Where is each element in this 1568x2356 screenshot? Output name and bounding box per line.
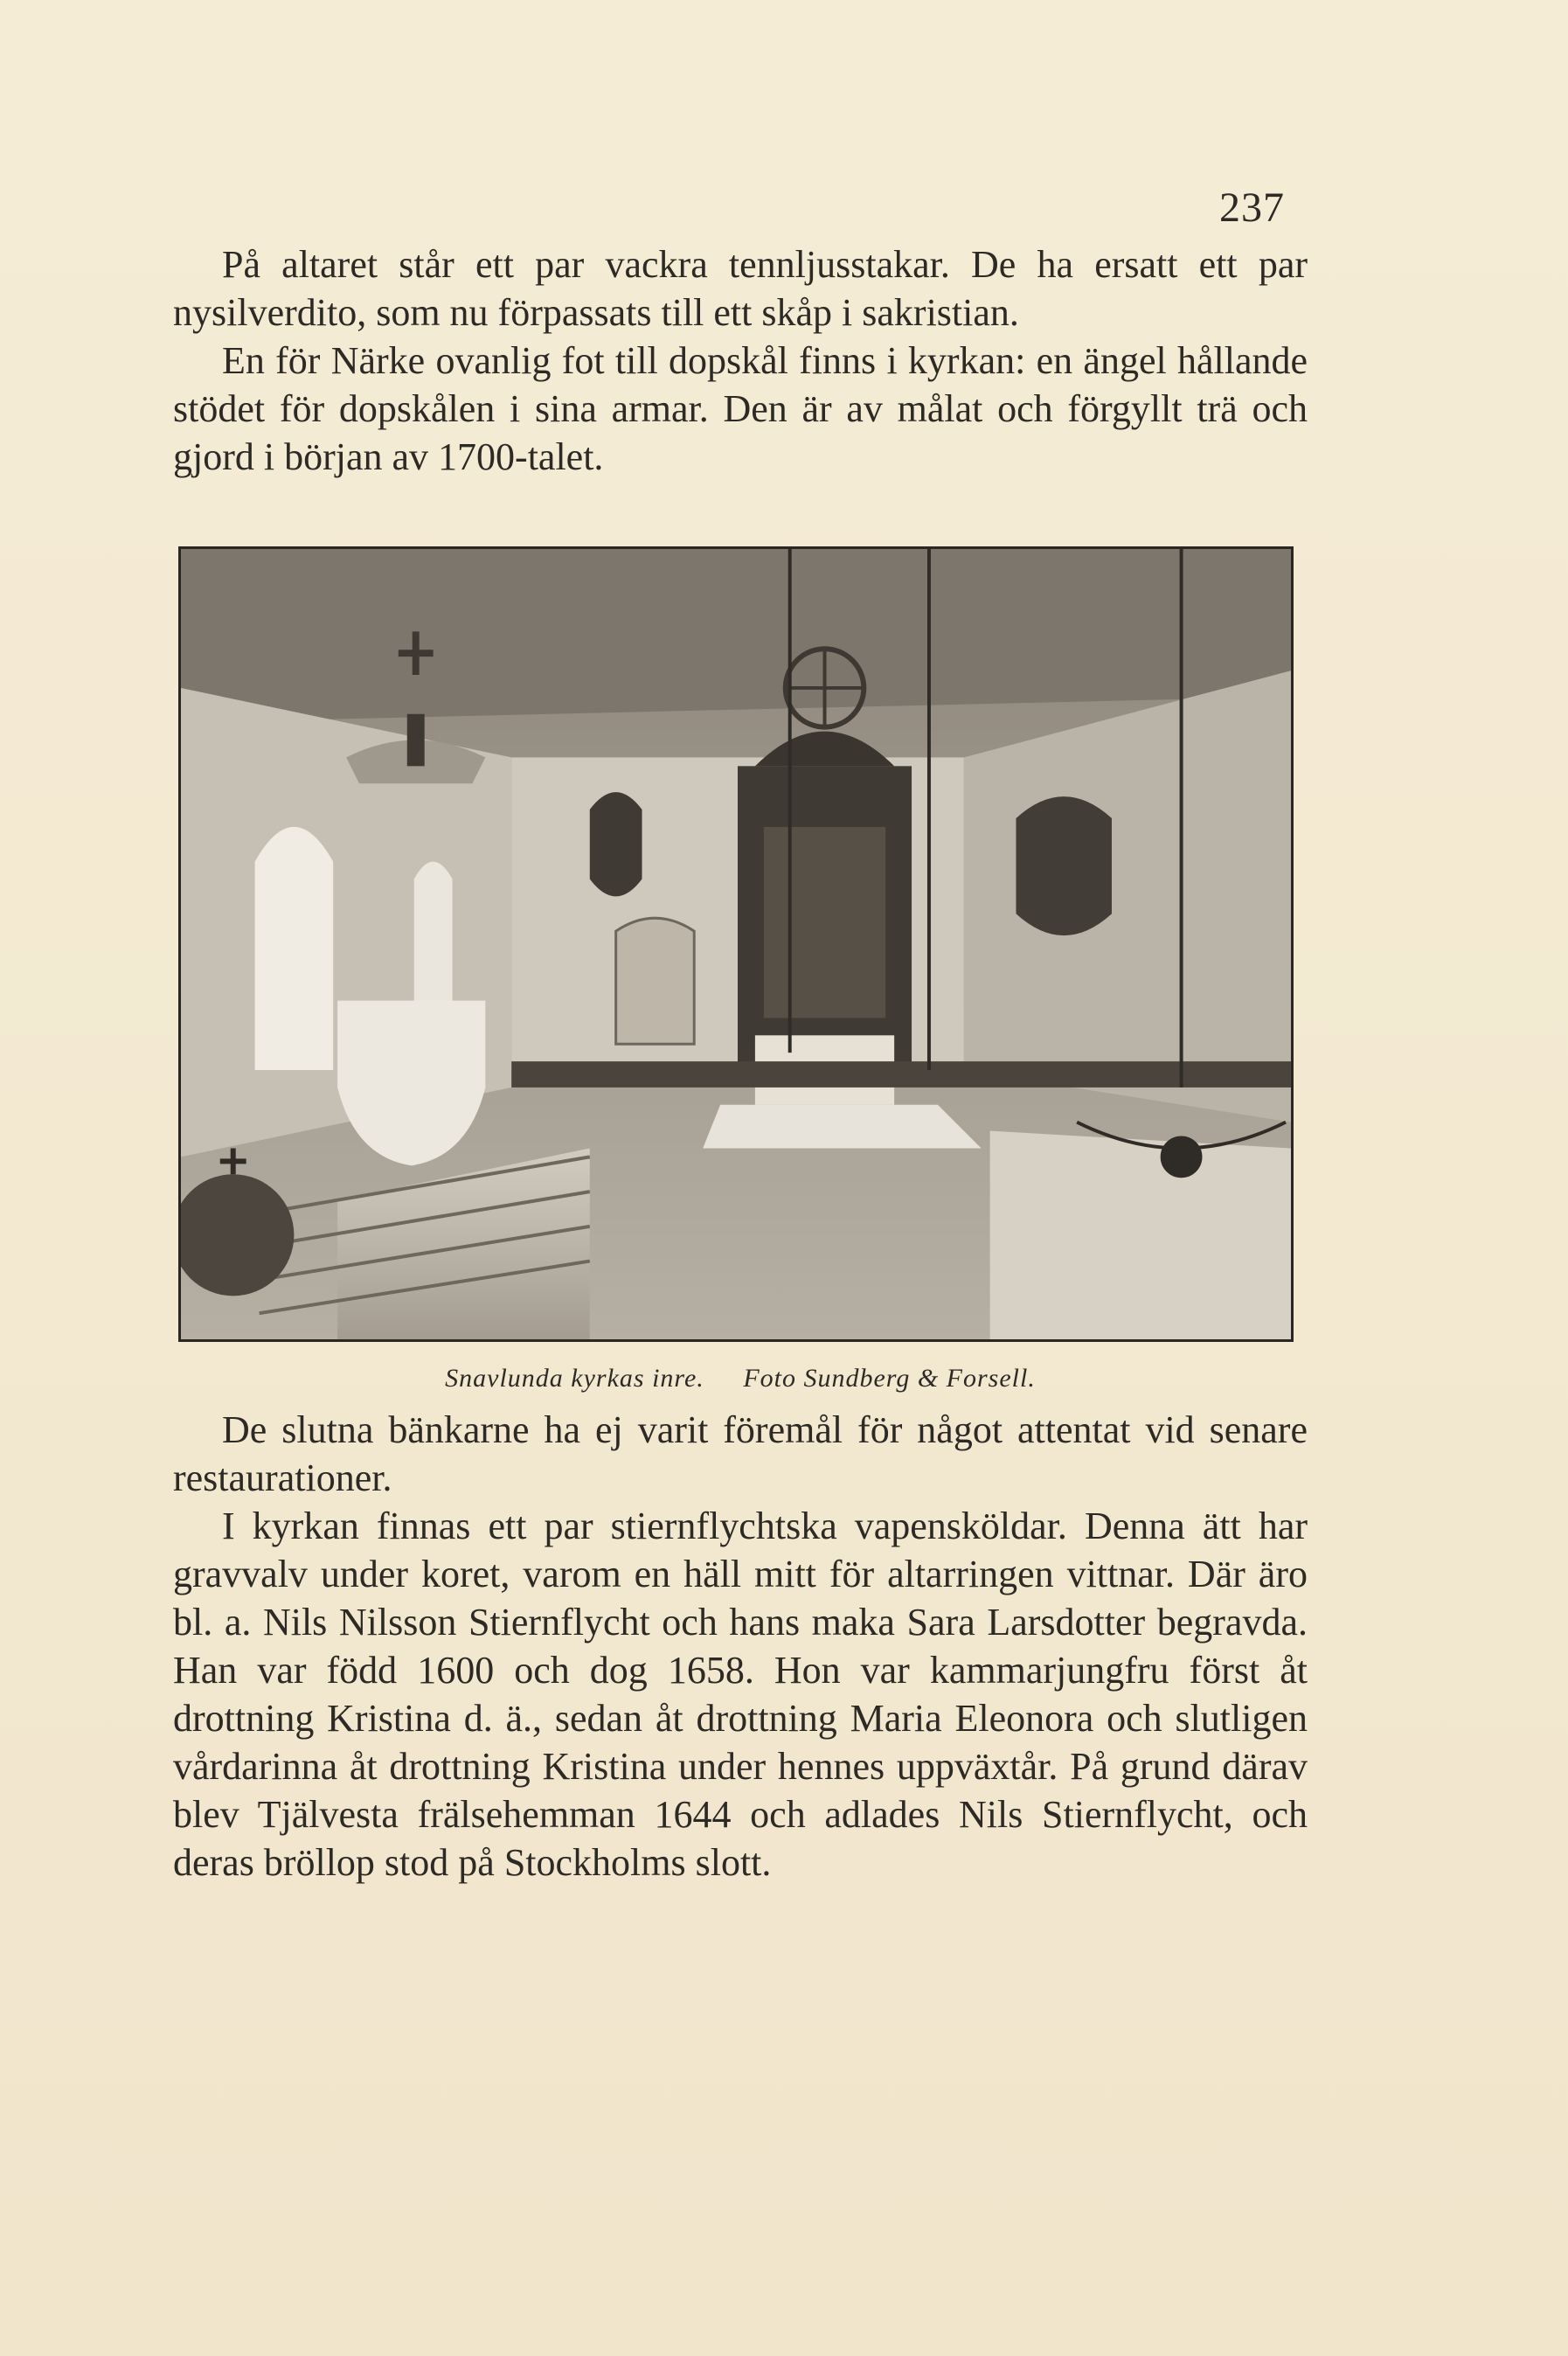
- text-block-top: [173, 240, 1308, 481]
- memorial-shield-left: [590, 792, 642, 896]
- caption-credit: Foto Sundberg & Forsell.: [743, 1364, 1036, 1393]
- paragraph-closed-pews: De slutna bänkarne ha ej varit föremål för något attentat vid senare restaurationer.: [173, 1408, 1308, 1499]
- page-number: 237: [1219, 184, 1285, 231]
- arched-door: [616, 918, 695, 1044]
- pews-right: [990, 1131, 1291, 1339]
- paragraph-altar-candlesticks: På altaret står ett par vackra tennljusstakar. De ha ersatt ett par nysilverdito, som nu förpassats till ett skåp i sakristian.: [173, 243, 1308, 334]
- paragraph-stiernflycht: I kyrkan finnas ett par stiernflychtska vapensköldar. Denna ätt har gravvalv under koret, varom en häll mitt för altarringen vittnar. Där äro bl. a. Nils Nilsson Stiernflycht och hans maka Sara Larsdotter begravda. Han var född 1600 och dog 1658. Hon var kammarjungfru först åt drottning Kristina d. ä., sedan åt drottning Maria Eleonora och slutligen vårdarinna åt drottning Kristina under hennes uppväxtår. På grund därav blev Tjälvesta frälsehemman 1644 och adlades Nils Stiernflycht, och deras bröllop stod på Stockholms slott.: [173, 1505, 1308, 1884]
- church-interior-illustration: [181, 549, 1291, 1339]
- figure-caption: [175, 1364, 1306, 1393]
- arched-window-1: [255, 827, 334, 1070]
- memorial-shield-right: [1016, 796, 1111, 935]
- text-block-bottom: [173, 1406, 1308, 1887]
- chancel-rail: [511, 1061, 1291, 1088]
- altar-rail: [703, 1105, 981, 1149]
- caption-title: Snavlunda kyrkas inre.: [445, 1364, 704, 1393]
- vault-ceiling: [181, 549, 1291, 723]
- paragraph-baptismal-font: En för Närke ovanlig fot till dopskål finns i kyrkan: en ängel hållande stödet för dopskålen i sina armar. Den är av målat och förgyllt trä och gjord i början av 1700-talet.: [173, 339, 1308, 478]
- church-interior-photo: [178, 546, 1294, 1342]
- arched-window-2: [414, 862, 453, 1018]
